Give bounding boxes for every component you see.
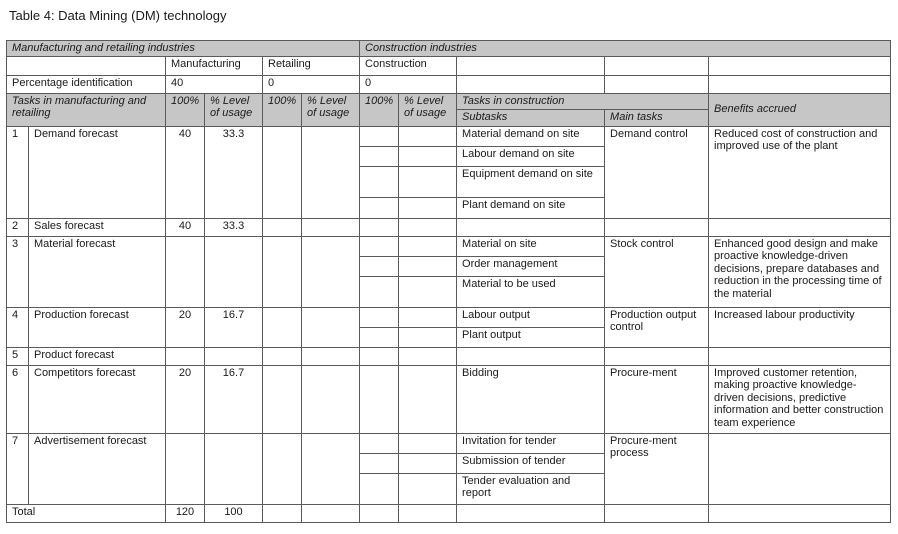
table-title: Table 4: Data Mining (DM) technology [9,8,227,23]
pct-label: Percentage identification [7,75,166,93]
header-100-mfg: 100% [166,93,205,126]
subtask: Labour demand on site [457,146,605,166]
subtask: Invitation for tender [457,433,605,453]
task-name: Competitors forecast [29,365,166,433]
table-row: 5 Product forecast [7,347,891,365]
header-construction: Construction industries [360,41,891,57]
table-row: 4 Production forecast 20 16.7 Labour output Production output control Increased labour productivity [7,307,891,327]
pct-construction: 0 [360,75,457,93]
table-row: 3 Material forecast Material on site Stock control Enhanced good design and make proactive knowledge-driven decisions, prepare databases and reduction in the processing time of the material [7,236,891,256]
benefit: Increased labour productivity [709,307,891,347]
header-retailing: Retailing [263,56,360,75]
total-label: Total [7,504,166,522]
header-100-con: 100% [360,93,399,126]
header-level-con: % Level of usage [399,93,457,126]
pct-manufacturing: 40 [166,75,263,93]
header-construction-sub: Construction [360,56,457,75]
subtask: Labour output [457,307,605,327]
main-task: Production output control [605,307,709,347]
subtask: Material on site [457,236,605,256]
task-name: Product forecast [29,347,166,365]
subtask: Bidding [457,365,605,433]
dm-technology-table [6,40,891,523]
total-row [7,504,891,522]
main-task: Demand control [605,126,709,218]
subtask: Material demand on site [457,126,605,146]
table-row: 1 Demand forecast 40 33.3 Material demand on site Demand control Reduced cost of construction and improved use of the plant [7,126,891,146]
task-name: Advertisement forecast [29,433,166,504]
subtask: Plant output [457,327,605,347]
main-task: Procure-ment [605,365,709,433]
header-100-ret: 100% [263,93,302,126]
subtask: Submission of tender [457,453,605,473]
subtask: Order management [457,256,605,276]
pct-retailing: 0 [263,75,360,93]
main-task: Procure-ment process [605,433,709,504]
benefit: Reduced cost of construction and improved use of the plant [709,126,891,218]
benefit: Improved customer retention, making proactive knowledge-driven decisions, predictive information and better construction team experience [709,365,891,433]
header-level-mfg: % Level of usage [205,93,263,126]
task-name: Material forecast [29,236,166,307]
header-level-ret: % Level of usage [302,93,360,126]
header-main-tasks: Main tasks [605,109,709,126]
total-level: 100 [205,504,263,522]
subtask: Plant demand on site [457,197,605,218]
header-tasks-con: Tasks in construction [457,93,709,109]
subtask: Material to be used [457,276,605,307]
header-mfg-retail: Manufacturing and retailing industries [7,41,360,57]
task-name: Production forecast [29,307,166,347]
header-manufacturing: Manufacturing [166,56,263,75]
task-name: Demand forecast [29,126,166,218]
subtask: Tender evaluation and report [457,473,605,504]
header-subtasks: Subtasks [457,109,605,126]
main-task: Stock control [605,236,709,307]
header-tasks-mfg: Tasks in manufacturing and retailing [7,93,166,126]
benefit: Enhanced good design and make proactive knowledge-driven decisions, prepare databases and reduction in the processing time of the material [709,236,891,307]
total-pct: 120 [166,504,205,522]
header-benefits: Benefits accrued [709,93,891,126]
table-row: 6 Competitors forecast 20 16.7 Bidding Procure-ment Improved customer retention, making proactive knowledge-driven decisions, predictive information and better construction team experience [7,365,891,433]
table-row: 2 Sales forecast 40 33.3 [7,218,891,236]
table-row: 7 Advertisement forecast Invitation for tender Procure-ment process [7,433,891,453]
subtask: Equipment demand on site [457,166,605,197]
task-name: Sales forecast [29,218,166,236]
